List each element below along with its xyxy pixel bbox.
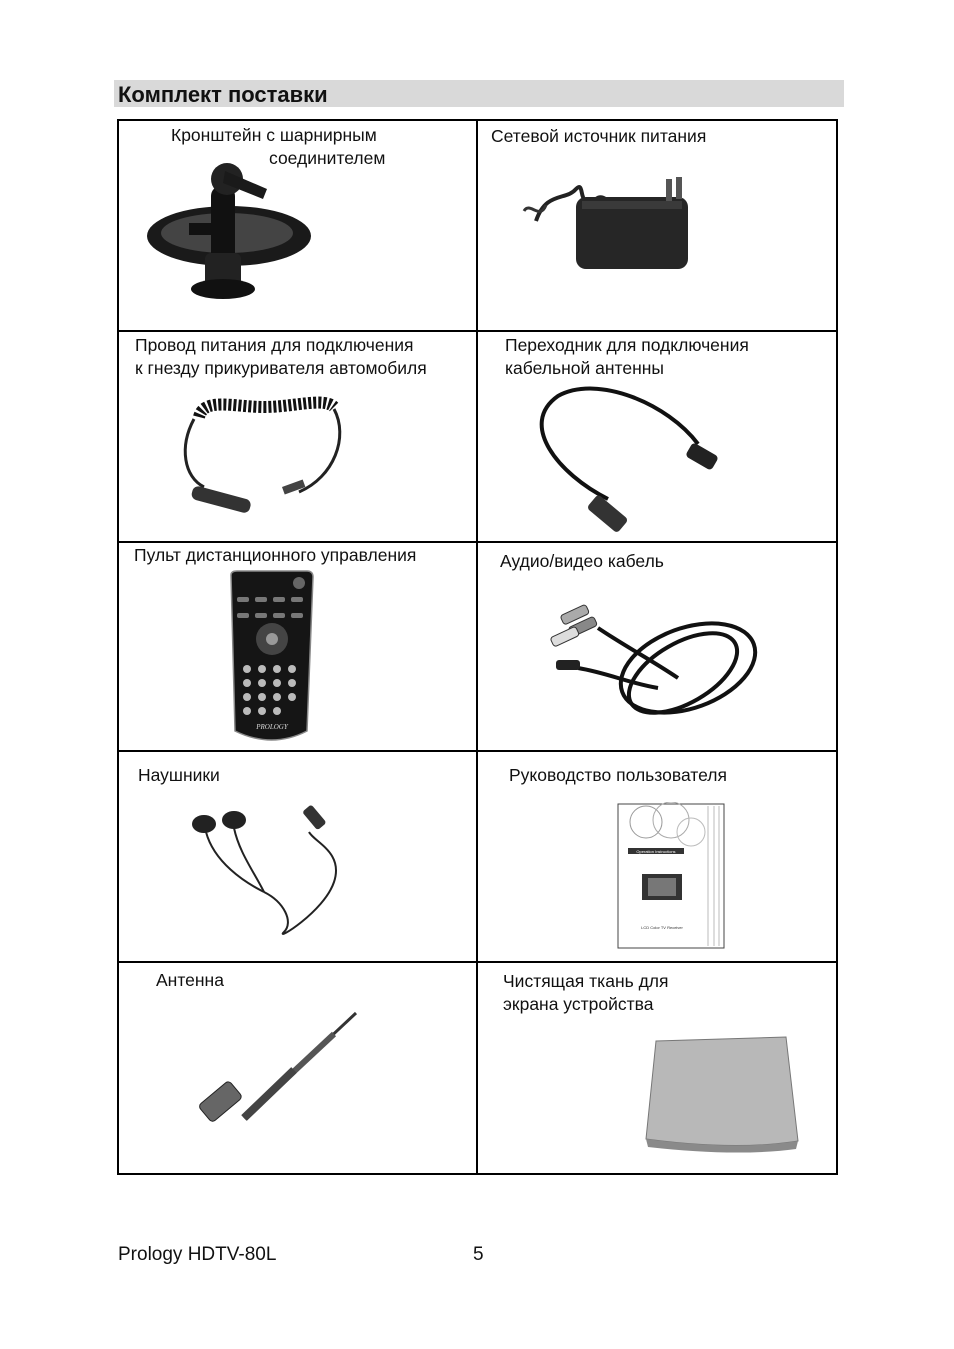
caption-cloth-line2: экрана устройства [503,994,654,1014]
remote-control-image [227,569,317,749]
caption-remote: Пульт дистанционного управления [134,545,417,565]
cell-bracket [119,121,478,332]
cell-manual [478,752,836,963]
manual-cover-subtitle: LCD Color TV Receiver [641,925,683,930]
car-power-cord-image [174,387,364,527]
power-adapter-image [516,161,706,281]
cell-remote [119,543,478,752]
cell-av-cable [478,543,836,752]
cell-antenna [119,963,478,1173]
caption-bracket-line1: Кронштейн с шарнирным [171,125,377,145]
hinged-bracket-image [139,161,339,311]
caption-power-adapter: Сетевой источник питания [491,126,707,146]
remote-brand-text: PROLOGY [256,723,288,731]
caption-bracket-line2: соединителем [269,148,386,168]
caption-cloth-line1: Чистящая ткань для [503,971,669,991]
caption-antenna-adapter-line2: кабельной антенны [505,358,664,378]
cell-power-adapter [478,121,836,332]
section-title: Комплект поставки [114,80,844,107]
telescopic-antenna-image [184,1008,364,1148]
caption-car-cord-line2: к гнезду прикуривателя автомобиля [135,358,427,378]
antenna-adapter-cable-image [528,384,748,534]
cell-earphones [119,752,478,963]
earphones-image [184,802,384,942]
manual-cover-title: Operation Instructions [636,849,676,854]
user-manual-image [616,802,726,952]
caption-manual: Руководство пользователя [509,765,727,785]
cell-car-cord [119,332,478,543]
caption-antenna-adapter-line1: Переходник для подключения [505,335,749,355]
caption-antenna: Антенна [156,970,224,990]
caption-earphones: Наушники [138,765,220,785]
cell-cleaning-cloth [478,963,836,1173]
footer-page-number: 5 [473,1244,484,1265]
cleaning-cloth-image [636,1021,806,1156]
av-cable-image [538,588,768,728]
footer-model: Prology HDTV-80L [118,1244,277,1265]
caption-car-cord-line1: Провод питания для подключения [135,335,414,355]
cell-antenna-adapter [478,332,836,543]
package-contents-table [117,119,838,1175]
caption-av-cable: Аудио/видео кабель [500,551,664,571]
